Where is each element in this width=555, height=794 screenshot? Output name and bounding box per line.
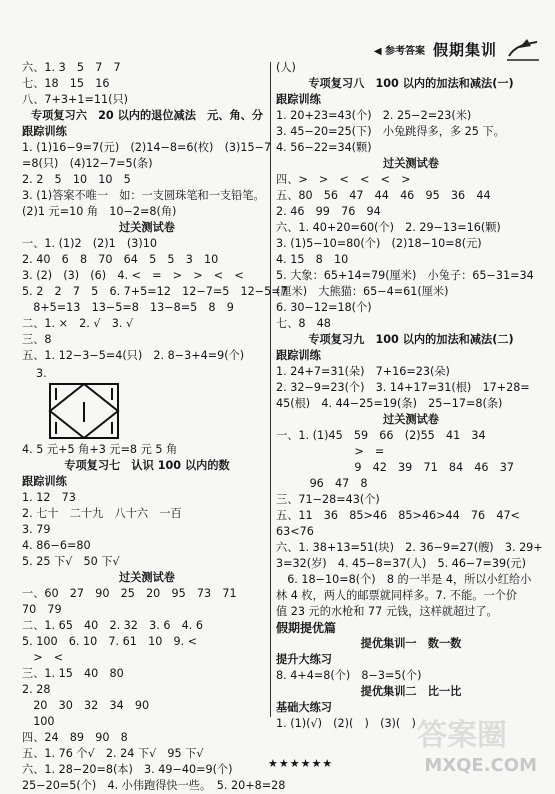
kite-logo-icon [505, 36, 541, 62]
watermark-chinese: 答案圈 [417, 718, 507, 753]
answer-line: 5. 2 2 7 5 6. 7+5=12 12−7=5 12−5=7 [22, 285, 288, 298]
answer-line: 1. 24+7=31(朵) 7+16=23(朵) [276, 365, 450, 378]
answer-line: (厘米) 大熊猫：65−4=61(厘米) [276, 285, 449, 298]
answer-line: 2. 七十 二十九 八十六 一百 [22, 507, 182, 520]
section-title: 专项复习八 100 以内的加法和减法(一) [308, 77, 514, 90]
header-tag: ◀ 参考答案 [373, 45, 425, 57]
section-title: 过关测试卷 [383, 413, 439, 426]
answer-line: 20 30 32 34 90 [22, 699, 150, 712]
answer-line: 一、1. (1)45 59 66 (2)55 41 34 [276, 429, 486, 442]
watermark: MXQE.COM [424, 755, 537, 776]
answer-line: =8(只) (4)12−7=5(条) [22, 157, 153, 170]
answer-line: 25−20=5(个) 4. 小伟跑得快一些。 5. 20+8=28 [22, 779, 286, 792]
header-brand: 假期集训 [432, 40, 497, 59]
answer-line: 96 47 8 [276, 477, 368, 490]
subsection-label: 跟踪训练 [276, 349, 321, 362]
part-title: 假期提优篇 [276, 621, 337, 635]
answer-line: 六、1. 3 5 7 7 [22, 61, 121, 74]
answer-line: 三、8 [22, 333, 52, 346]
answer-line: 三、71−28=43(个) [276, 493, 380, 506]
answer-line: 4. 15 8 10 [276, 253, 349, 266]
answer-line: 45(根) 4. 44−25=19(条) 25−17=8(条) [276, 397, 503, 410]
answer-line: 五、1. 76 个√ 2. 24 下√ 95 下√ [22, 747, 204, 760]
answer-line: 4. 56−22=34(颗) [276, 141, 372, 154]
answer-line: 值 23 元的水枪和 77 元钱，这样就超过了。 [276, 605, 498, 618]
section-title: 过关测试卷 [119, 221, 175, 234]
answer-line: 8+5=13 13−5=8 13−8=5 8 9 [22, 301, 234, 314]
answer-line: 八、7+3+1=11(只) [22, 93, 129, 106]
answer-line: 四、> > < < < > [276, 173, 411, 186]
answer-line: 63<76 [276, 525, 314, 538]
section-title: 提优集训一 数一数 [360, 637, 462, 650]
footer-stars: ★★★★★★ [268, 757, 334, 770]
answer-line: 六、1. 40+20=60(个) 2. 29−13=16(颗) [276, 221, 501, 234]
answer-line: 七、8 48 [276, 317, 331, 330]
left-column [22, 60, 288, 794]
answer-line: 5. 25 下√ 50 下√ [22, 555, 120, 568]
answer-line: > = [276, 445, 385, 458]
answer-line: 3. (2) (3) (6) 4. < = > > < < [22, 269, 244, 282]
answer-line: 五、80 56 47 44 46 95 36 44 [276, 189, 491, 202]
answer-line: 六、1. 28−20=8(本) 3. 49−40=9(个) [22, 763, 233, 776]
answer-line: 1. 20+23=43(个) 2. 25−2=23(米) [276, 109, 472, 122]
answer-line: 8. 4+4=8(个) 8−3=5(个) [276, 669, 422, 682]
answer-line: 5. 大象：65+14=79(厘米) 小兔子：65−31=34 [276, 269, 534, 282]
answer-line: 3. (1)5−10=80(个) (2)18−10=8(元) [276, 237, 482, 250]
subsection-label: 基础大练习 [276, 701, 332, 714]
answer-line: 3. 45−20=25(下) 小兔跳得多，多 25 下。 [276, 125, 505, 138]
section-title: 专项复习七 认识 100 以内的数 [64, 459, 230, 472]
page-header [374, 36, 541, 62]
answer-line: 1. (1)16−9=7(元) (2)14−8=6(枚) (3)15−7 [22, 141, 272, 154]
section-title: 过关测试卷 [383, 157, 439, 170]
answer-line: 一、1. (1)2 (2)1 (3)10 [22, 237, 157, 250]
answer-line: 5. 100 6. 10 7. 61 10 9. < [22, 635, 198, 648]
answer-line: 七、18 15 16 [22, 77, 110, 90]
answer-line: 四、24 89 90 8 [22, 731, 128, 744]
answer-line: 2. 46 99 76 94 [276, 205, 381, 218]
section-title: 提优集训二 比一比 [360, 685, 462, 698]
answer-line: 3=32(岁) 4. 45−8=37(人) 5. 46−7=39(元) [276, 557, 526, 570]
answer-line: 二、1. × 2. √ 3. √ [22, 317, 134, 330]
answer-line: 4. 5 元+5 角+3 元=8 元 5 角 [22, 443, 178, 456]
answer-line: 6. 30−12=18(个) [276, 301, 372, 314]
answer-line: 2. 28 [22, 683, 51, 696]
answer-line: 林 4 枚，两人的邮票就同样多。7. 不能。一个价 [276, 589, 518, 602]
answer-line: (2)1 元=10 角 10−2=8(角) [22, 205, 177, 218]
subsection-label: 提升大练习 [276, 653, 332, 666]
answer-line: 1. (1)(√) (2)( ) (3)( ) [276, 717, 416, 730]
answer-line: 2. 2 5 10 10 5 [22, 173, 131, 186]
answer-line: 3. (1)答案不唯一 如：一支圆珠笔和一支铅笔。 [22, 189, 265, 202]
diagram-label: 3. [36, 367, 47, 380]
answer-line: 五、11 36 85>46 85>46>44 76 47< [276, 509, 520, 522]
answer-line: 4. 86−6=80 [22, 539, 91, 552]
answer-line: 2. 32−9=23(个) 3. 14+17=31(根) 17+28= [276, 381, 530, 394]
section-title: 专项复习六 20 以内的退位减法 元、角、分 [30, 109, 264, 122]
answer-line: (人) [276, 61, 296, 74]
diagram-item [36, 366, 272, 440]
answer-line: 100 [22, 715, 55, 728]
answer-line: 五、1. 12−3−5=4(只) 2. 8−3+4=9(个) [22, 349, 245, 362]
answer-line: 2. 40 6 8 70 64 5 5 3 10 [22, 253, 219, 266]
subsection-label: 跟踪训练 [276, 93, 321, 106]
square-diamond-diagram [48, 382, 120, 440]
answer-line: 二、1. 65 40 2. 32 3. 6 4. 6 [22, 619, 203, 632]
right-column [276, 60, 546, 732]
answer-line: 70 79 [22, 603, 62, 616]
answer-line: 6. 18−10=8(个) 8 的一半是 4，所以小红给小 [276, 573, 532, 586]
subsection-label: 跟踪训练 [22, 125, 67, 138]
answer-line: 六、1. 38+13=51(块) 2. 36−9=27(艘) 3. 29+ [276, 541, 543, 554]
subsection-label: 跟踪训练 [22, 475, 67, 488]
answer-line: 三、1. 15 40 80 [22, 667, 124, 680]
answer-line: 3. 79 [22, 523, 51, 536]
answer-line: > < [22, 651, 64, 664]
answer-line: 1. 12 73 [22, 491, 76, 504]
answer-line: 9 42 39 71 84 46 37 [276, 461, 514, 474]
answer-line: 一、60 27 90 25 20 95 73 71 [22, 587, 237, 600]
section-title: 过关测试卷 [119, 571, 175, 584]
section-title: 专项复习九 100 以内的加法和减法(二) [308, 333, 514, 346]
